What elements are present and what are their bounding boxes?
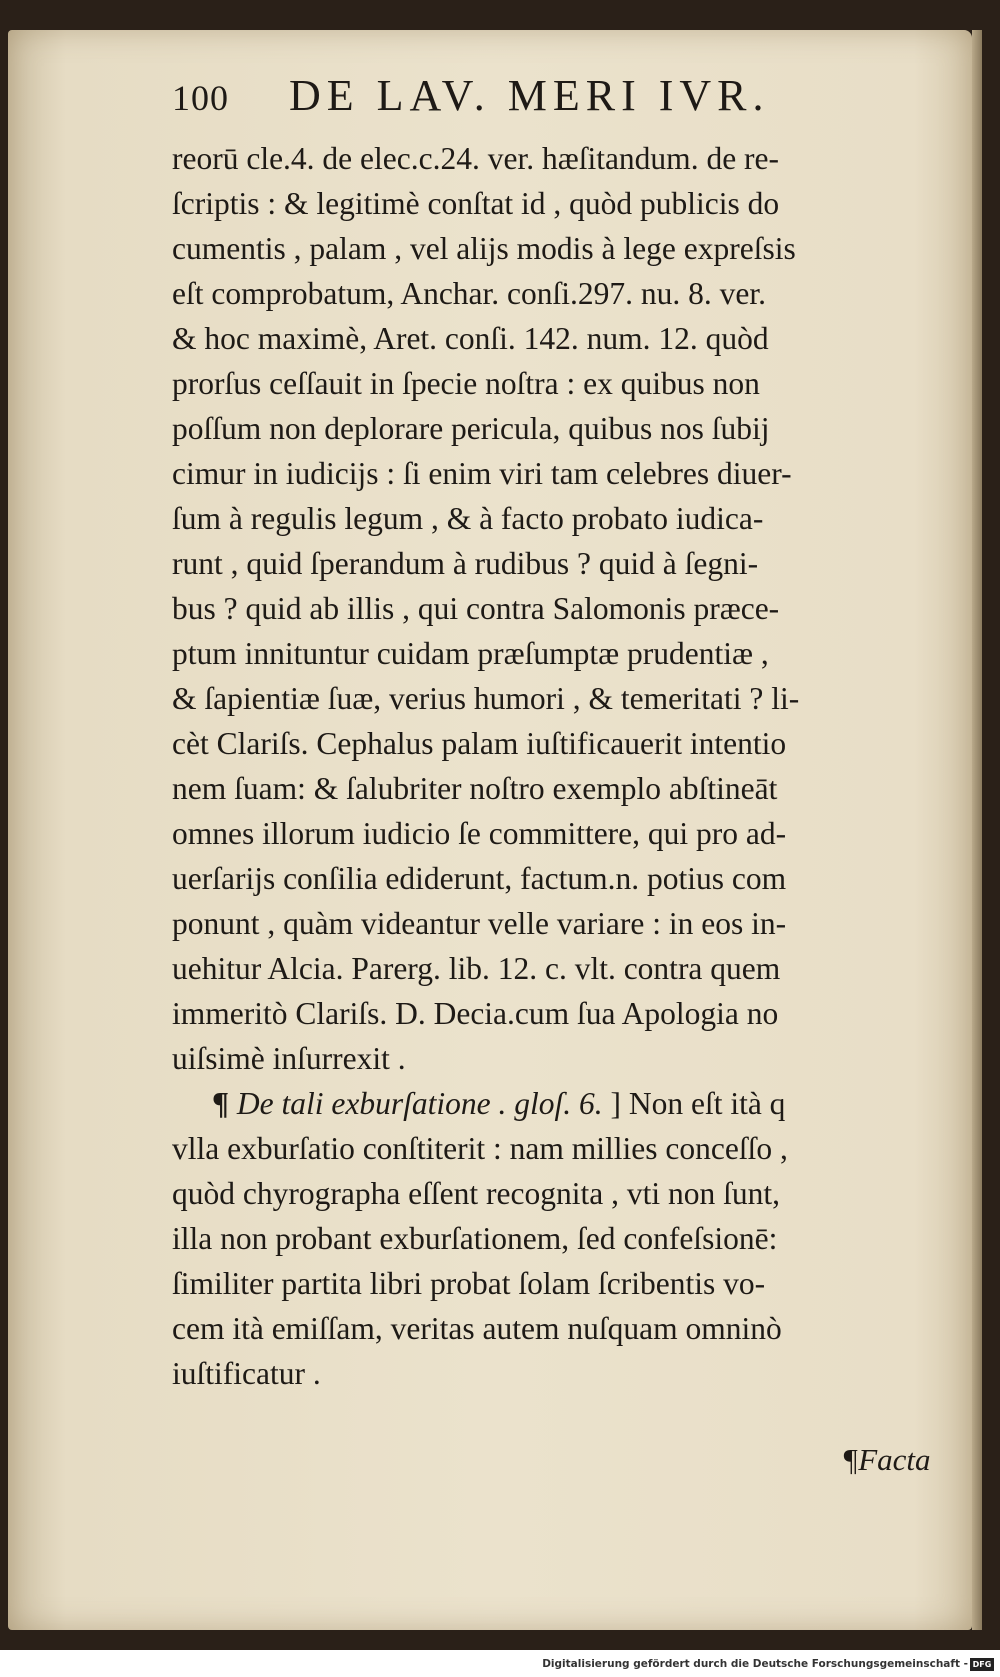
text-line: vlla exburſatio conſtiterit : nam millies conceſſo , [172, 1131, 788, 1166]
text-line: illa non probant exburſationem, ſed confeſsionē: [172, 1221, 778, 1256]
dfg-logo: DFG [970, 1658, 994, 1671]
text-line: poſſum non deplorare pericula, quibus nos ſubij [172, 411, 770, 446]
page-number: 100 [172, 78, 229, 118]
text-line: cumentis , palam , vel alijs modis à lege expreſsis [172, 231, 796, 266]
text-line: iuſtificatur . [172, 1356, 321, 1391]
rubric-title: De tali exburſatione . gloſ. 6. [236, 1086, 603, 1121]
paragraph-mark: ¶ [212, 1086, 230, 1121]
text-line: bus ? quid ab illis , qui contra Salomonis præce- [172, 591, 780, 626]
text-line: nem ſuam: & ſalubriter noſtro exemplo abſtineāt [172, 771, 778, 806]
text-line: quòd chyrographa eſſent recognita , vti non ſunt, [172, 1176, 780, 1211]
text-line: eſt comprobatum, Anchar. conſi.297. nu. 8. ver. [172, 276, 767, 311]
text-line: cem ità emiſſam, veritas autem nuſquam omninò [172, 1311, 782, 1346]
catchword: ¶Facta [842, 1442, 931, 1477]
text-line: reorū cle.4. de elec.c.24. ver. hæſitandum. de re- [172, 141, 780, 176]
text-line: & hoc maximè, Aret. conſi. 142. num. 12. quòd [172, 321, 769, 356]
text-line: uehitur Alcia. Parerg. lib. 12. c. vlt. contra quem [172, 951, 781, 986]
running-head [172, 70, 930, 121]
text-line: omnes illorum iudicio ſe committere, qui pro ad- [172, 816, 787, 851]
text-line: ptum innituntur cuidam præſumptæ prudentiæ , [172, 636, 769, 671]
digitization-credit: Digitalisierung gefördert durch die Deutsche Forschungsgemeinschaft - [542, 1658, 968, 1670]
text-line: runt , quid ſperandum à rudibus ? quid à ſegni- [172, 546, 759, 581]
running-title: DE LAV. MERI IVR. [289, 71, 770, 120]
text-line: uerſarijs conſilia ediderunt, factum.n. potius com [172, 861, 787, 896]
text-line: ſimiliter partita libri probat ſolam ſcribentis vo- [172, 1266, 766, 1301]
section-first-text: Non eſt ità q [628, 1086, 786, 1121]
text-line: & ſapientiæ ſuæ, verius humori , & temeritati ? li- [172, 681, 800, 716]
text-line: immeritò Clariſs. D. Decia.cum ſua Apologia no [172, 996, 779, 1031]
section-heading-line [172, 1081, 977, 1126]
text-line: uiſsimè inſurrexit . [172, 1041, 406, 1076]
text-line: prorſus ceſſauit in ſpecie noſtra : ex quibus non [172, 366, 760, 401]
text-line: cimur in iudicijs : ſi enim viri tam celebres diuer- [172, 456, 792, 491]
text-line: cèt Clariſs. Cephalus palam iuſtificauerit intentio [172, 726, 787, 761]
body-text [172, 136, 977, 1396]
text-line: ponunt , quàm videantur velle variare : in eos in- [172, 906, 787, 941]
text-line: ſcriptis : & legitimè conſtat id , quòd publicis do [172, 186, 780, 221]
text-line: ſum à regulis legum , & à facto probato iudica- [172, 501, 764, 536]
rubric-bracket: ] [610, 1086, 621, 1121]
